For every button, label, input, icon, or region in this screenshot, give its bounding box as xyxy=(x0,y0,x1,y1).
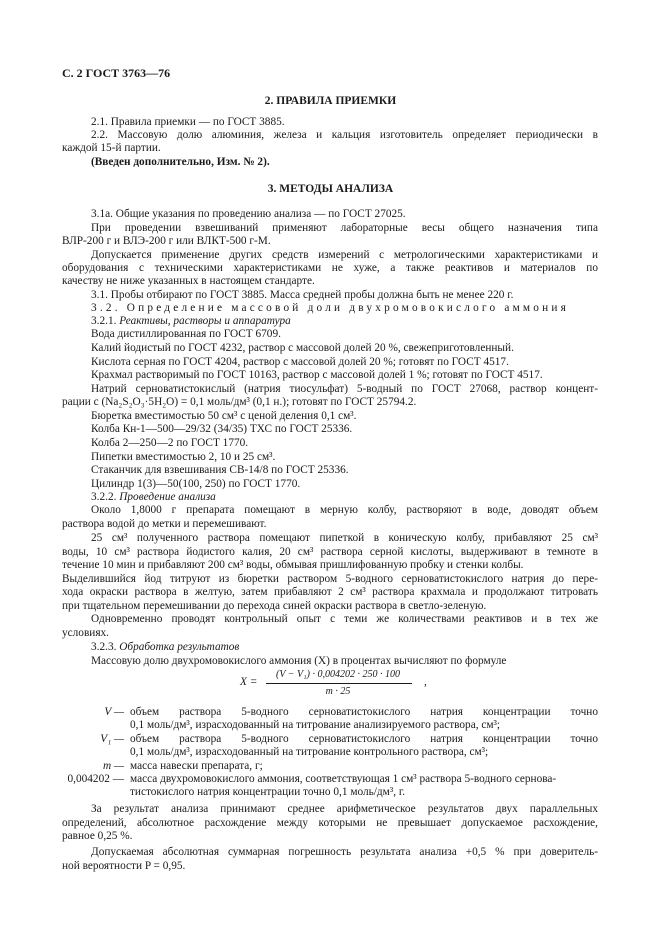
paragraph: ВЛР-200 г и ВЛЭ-200 г или ВЛКТ-500 г-М. xyxy=(62,235,271,247)
paragraph: ной вероятности P = 0,95. xyxy=(62,860,186,872)
formula-lhs: X = xyxy=(240,676,258,688)
paragraph: течение 10 мин и прибавляют 200 см³ воды, обмывая пришлифованную пробку и стенки колбы. xyxy=(62,559,524,571)
paragraph: Кислота серная по ГОСТ 4204, раствор с массовой долей 20 %; готовят по ГОСТ 4517. xyxy=(91,356,509,368)
paragraph: хода окраски раствора в желтую, затем прибавляют 2 см³ раствора крахмала и продолжают титровать xyxy=(62,586,598,598)
paragraph: Вода дистиллированная по ГОСТ 6709. xyxy=(91,328,281,340)
paragraph: Бюретка вместимостью 50 см³ с ценой деления 0,1 см³. xyxy=(91,410,357,422)
paragraph: Одновременно проводят контрольный опыт с теми же количествами реактивов и в тех же xyxy=(91,613,598,625)
paragraph: при тщательном перемешивании до перехода синей окраски раствора в светло-зеленую. xyxy=(62,600,487,612)
definition-text: масса двухромовокислого аммония, соответствующая 1 см³ раствора 5-водного сернова- xyxy=(130,773,557,785)
paragraph: раствора водой до метки и перемешивают. xyxy=(62,518,267,530)
clause-title: Проведение анализа xyxy=(119,491,216,503)
definition-text: 0,1 моль/дм³, израсходованный на титрование контрольного раствора, см³; xyxy=(130,746,489,758)
paragraph: Пипетки вместимостью 2, 10 и 25 см³. xyxy=(91,451,276,463)
paragraph: Выделившийся йод титруют из бюретки раствором 5-водного серноватистокислого натрия до пере- xyxy=(62,573,598,585)
paragraph: воды, 10 см³ раствора йодистого калия, 20 см³ раствора серной кислоты, выдерживают в темноте в xyxy=(62,546,598,558)
subsection-heading xyxy=(91,641,239,654)
paragraph: Колба 2—250—2 по ГОСТ 1770. xyxy=(91,437,249,449)
paragraph: оборудования с техническими характеристиками не хуже, а также реактивов и материалов по xyxy=(62,262,598,274)
amendment-note: (Введен дополнительно, Изм. № 2). xyxy=(91,156,270,168)
paragraph: Допускаемая абсолютная суммарная погрешность результата анализа +0,5 % при доверитель- xyxy=(91,846,598,858)
paragraph: определений, абсолютное расхождение между которыми не превышает допускаемое расхождение, xyxy=(62,817,598,829)
definition-text: масса навески препарата, г; xyxy=(130,760,263,772)
page-header: С. 2 ГОСТ 3763—76 xyxy=(62,66,171,80)
paragraph: условиях. xyxy=(62,627,109,639)
paragraph: За результат анализа принимают среднее арифметическое результатов двух параллельных xyxy=(91,803,598,815)
paragraph: равное 0,25 %. xyxy=(62,830,133,842)
paragraph: качеству не ниже указанных в настоящем стандарте. xyxy=(62,275,315,287)
section-3-title: 3. МЕТОДЫ АНАЛИЗА xyxy=(267,183,394,195)
section-2-title: 2. ПРАВИЛА ПРИЕМКИ xyxy=(264,95,397,107)
definition-text: объем раствора 5-водного серноватистокислого натрия концентрации точно xyxy=(130,733,598,745)
paragraph: Калий йодистый по ГОСТ 4232, раствор с массовой долей 20 %, свежеприготовленный. xyxy=(91,342,514,354)
fraction-bar xyxy=(266,683,412,684)
definition-text: объем раствора 5-водного серноватистокислого натрия концентрации точно xyxy=(130,706,598,718)
paragraph: Стаканчик для взвешивания СВ-14/8 по ГОСТ 25336. xyxy=(91,464,349,476)
paragraph: 2.1. Правила приемки — по ГОСТ 3885. xyxy=(91,116,285,128)
subsection-heading xyxy=(91,315,291,328)
paragraph: 3.1а. Общие указания по проведению анализа — по ГОСТ 27025. xyxy=(91,208,406,220)
definition-symbol: V₁ — xyxy=(100,733,124,745)
paragraph: Цилиндр 1(3)—50(100, 250) по ГОСТ 1770. xyxy=(91,478,301,490)
clause-number: 3.2.3. xyxy=(91,641,117,653)
paragraph: Массовую долю двухромовокислого аммония (X) в процентах вычисляют по формуле xyxy=(91,655,507,667)
paragraph: При проведении взвешиваний применяют лабораторные весы общего назначения типа xyxy=(91,222,598,234)
paragraph: рации с (Na₂S₂O₃·5H₂O) = 0,1 моль/дм³ (0,1 н.); готовят по ГОСТ 25794.2. xyxy=(62,396,417,408)
subsection-heading: 3.2. Определение массовой доли двухромовокислого аммония xyxy=(91,302,570,314)
paragraph: Колба Кн-1—500—29/32 (34/35) ТХС по ГОСТ 25336. xyxy=(91,423,353,435)
paragraph: Крахмал растворимый по ГОСТ 10163, раствор с массовой долей 1 %; готовят по ГОСТ 4517. xyxy=(91,369,543,381)
clause-title: Обработка результатов xyxy=(119,641,240,653)
definition-symbol: m — xyxy=(102,760,124,772)
clause-number: 3.2.2. xyxy=(91,491,117,503)
paragraph: 2.2. Массовую долю алюминия, железа и кальция изготовитель определяет периодически в xyxy=(91,129,598,141)
formula-denominator: m · 25 xyxy=(325,686,351,697)
paragraph: каждой 15-й партии. xyxy=(62,142,161,154)
paragraph: Около 1,8000 г препарата помещают в мерную колбу, растворяют в воде, доводят объем xyxy=(91,504,598,516)
paragraph: Натрий серноватистокислый (натрия тиосульфат) 5-водный по ГОСТ 27068, раствор концент- xyxy=(91,383,598,395)
definition-text: 0,1 моль/дм³, израсходованный на титрование анализируемого раствора, см³; xyxy=(130,719,501,731)
definition-symbol: V — xyxy=(104,706,124,718)
clause-title: Реактивы, растворы и аппаратура xyxy=(119,315,291,327)
formula-numerator: (V − V₁) · 0,004202 · 250 · 100 xyxy=(276,669,400,680)
definition-symbol: 0,004202 — xyxy=(67,773,124,785)
definition-text: тистокислого натрия концентрации точно 0,1 моль/дм³, г. xyxy=(130,786,406,798)
clause-number: 3.2.1. xyxy=(91,315,117,327)
paragraph: 25 см³ полученного раствора помещают пипеткой в коническую колбу, прибавляют 25 см³ xyxy=(91,532,598,544)
paragraph: Допускается применение других средств измерений с метрологическими характеристиками и xyxy=(91,249,598,261)
subsection-heading xyxy=(91,491,216,504)
paragraph: 3.1. Пробы отбирают по ГОСТ 3885. Масса средней пробы должна быть не менее 220 г. xyxy=(91,289,514,301)
formula-tail: , xyxy=(424,676,427,688)
